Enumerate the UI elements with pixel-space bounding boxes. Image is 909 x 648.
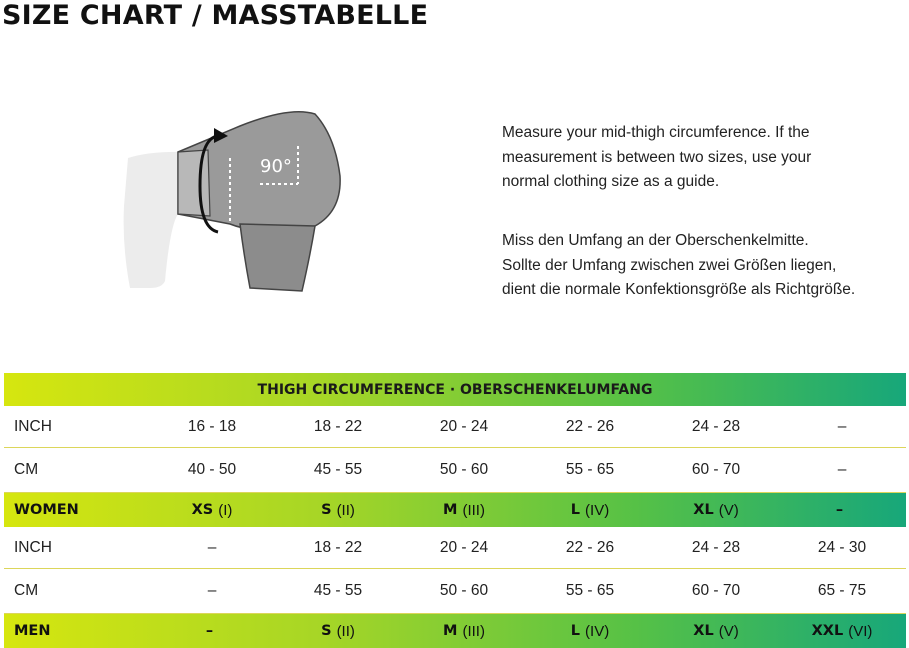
shorts-leg-band: [178, 150, 210, 216]
table-cell: 45 - 55: [313, 461, 363, 478]
men-size-row: [4, 614, 906, 648]
size-letter: L: [570, 502, 581, 518]
size-letter: M: [443, 502, 458, 518]
instruction-line: Measure your mid-thigh circumference. If the: [502, 124, 810, 141]
size-roman: (V): [718, 501, 739, 519]
row-label: CM: [14, 582, 39, 599]
men-label: MEN: [14, 623, 51, 639]
men-inch-row: [4, 527, 906, 569]
size-letter: XL: [693, 502, 714, 518]
size-letter: –: [835, 502, 844, 518]
women-label: WOMEN: [14, 502, 79, 518]
size-letter: XS: [191, 502, 214, 518]
table-cell: 24 - 30: [817, 538, 867, 556]
table-cell: 22 - 26: [565, 417, 615, 435]
angle-label: 90°: [260, 156, 292, 177]
instruction-line: measurement is between two sizes, use your: [502, 148, 812, 166]
table-header: [4, 373, 906, 406]
size-roman: (II): [336, 501, 355, 519]
table-cell: –: [207, 538, 217, 556]
women-inch-row: [4, 406, 906, 448]
table-cell: 18 - 22: [313, 417, 363, 435]
size-cell: [535, 614, 645, 648]
size-cell: [661, 493, 771, 527]
instructions-english: [502, 121, 811, 195]
instruction-line: dient die normale Konfektionsgröße als Richtgröße.: [502, 281, 856, 298]
table-cell: 24 - 28: [691, 538, 741, 556]
table-cell: 60 - 70: [691, 582, 741, 599]
leg-silhouette: [124, 152, 185, 288]
size-cell: [661, 614, 771, 648]
row-label: INCH: [14, 417, 52, 435]
size-cell: [283, 614, 393, 648]
size-cell: [409, 493, 519, 527]
size-cell: [157, 614, 267, 648]
size-letter: –: [205, 623, 214, 639]
instruction-line: Miss den Umfang an der Oberschenkelmitte.: [502, 232, 809, 249]
size-roman: (III): [462, 501, 485, 519]
table-cell: –: [837, 417, 847, 435]
table-cell: 22 - 26: [565, 538, 615, 556]
size-letter: M: [443, 623, 458, 639]
size-roman: (VI): [848, 622, 873, 640]
row-label: CM: [14, 461, 39, 478]
size-roman: (I): [218, 501, 233, 519]
size-cell: [283, 493, 393, 527]
page-title: SIZE CHART / MASSTABELLE: [2, 0, 429, 31]
table-cell: 18 - 22: [313, 538, 363, 556]
table-cell: 60 - 70: [691, 461, 741, 478]
size-letter: XXL: [811, 623, 844, 639]
women-size-row: [4, 493, 906, 527]
instructions-german: [502, 229, 855, 303]
size-letter: XL: [693, 623, 714, 639]
women-cm-row: [4, 448, 906, 493]
table-header-title: THIGH CIRCUMFERENCE · OBERSCHENKELUMFANG: [257, 381, 653, 398]
size-chart-table: [4, 373, 906, 648]
size-letter: L: [570, 623, 581, 639]
table-cell: 55 - 65: [565, 582, 615, 599]
size-roman: (II): [336, 622, 355, 640]
size-cell: [787, 493, 897, 527]
table-cell: 45 - 55: [313, 582, 363, 599]
table-cell: 16 - 18: [187, 417, 237, 435]
table-cell: 20 - 24: [439, 538, 489, 556]
size-roman: (IV): [585, 622, 610, 640]
instruction-line: Sollte der Umfang zwischen zwei Größen liegen,: [502, 256, 837, 274]
size-cell: [535, 493, 645, 527]
table-cell: 50 - 60: [439, 461, 489, 478]
size-letter: S: [321, 502, 332, 518]
size-roman: (III): [462, 622, 485, 640]
row-label: INCH: [14, 538, 52, 556]
table-cell: 55 - 65: [565, 461, 615, 478]
size-roman: (V): [718, 622, 739, 640]
table-cell: –: [207, 582, 217, 599]
size-cell: [409, 614, 519, 648]
size-cell: [157, 493, 267, 527]
size-cell: [787, 614, 897, 648]
table-cell: 24 - 28: [691, 417, 741, 435]
table-cell: 20 - 24: [439, 417, 489, 435]
table-cell: 65 - 75: [817, 582, 867, 599]
shorts-lower: [240, 224, 315, 291]
table-cell: 40 - 50: [187, 461, 237, 478]
instruction-line: normal clothing size as a guide.: [502, 173, 720, 190]
size-letter: S: [321, 623, 332, 639]
table-cell: 50 - 60: [439, 582, 489, 599]
thigh-measurement-illustration: [110, 96, 350, 296]
size-roman: (IV): [585, 501, 610, 519]
men-cm-row: [4, 569, 906, 614]
table-cell: –: [837, 461, 847, 478]
